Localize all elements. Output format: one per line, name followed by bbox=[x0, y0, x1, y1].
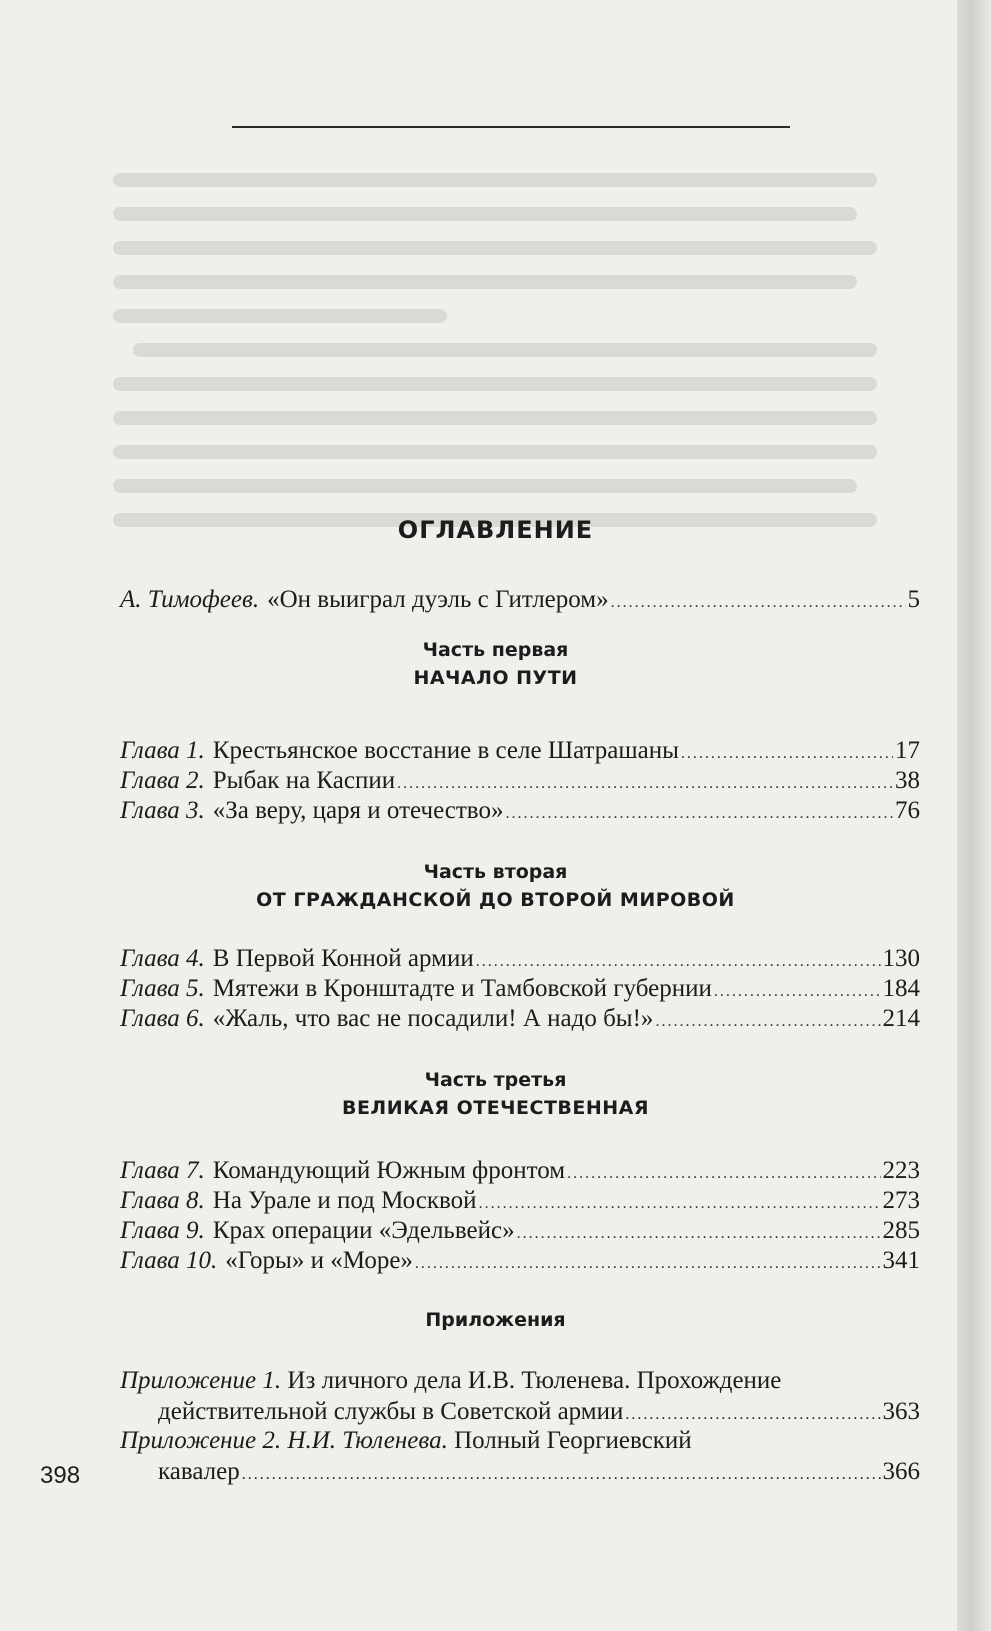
toc-entry-chapter-9[interactable] bbox=[120, 1215, 920, 1249]
chapter-label: Глава 10. bbox=[120, 1247, 218, 1274]
dot-leader bbox=[476, 943, 881, 977]
dot-leader bbox=[567, 1155, 880, 1189]
part-title: ОТ ГРАЖДАНСКОЙ ДО ВТОРОЙ МИРОВОЙ bbox=[256, 889, 735, 911]
dot-leader bbox=[505, 795, 893, 829]
dot-leader bbox=[611, 584, 906, 618]
toc-entry-chapter-8[interactable] bbox=[120, 1185, 920, 1219]
part-label: Часть первая bbox=[422, 639, 569, 661]
toc-entry-appendix-2[interactable] bbox=[120, 1425, 920, 1490]
chapter-page: 341 bbox=[882, 1247, 920, 1274]
appendix-title-line2: действительной службы в Советской армии bbox=[158, 1398, 624, 1425]
chapter-page: 273 bbox=[882, 1187, 920, 1214]
chapter-title: На Урале и под Москвой bbox=[212, 1187, 477, 1214]
part-heading-2 bbox=[0, 858, 991, 914]
dot-leader bbox=[479, 1185, 881, 1219]
chapter-label: Глава 2. bbox=[120, 767, 205, 794]
chapter-title: «Жаль, что вас не посадили! А надо бы!» bbox=[212, 1005, 654, 1032]
appendix-title-line2: кавалер bbox=[158, 1458, 240, 1485]
toc-entry-chapter-6[interactable] bbox=[120, 1003, 920, 1037]
chapter-title: Командующий Южным фронтом bbox=[212, 1157, 566, 1184]
chapter-label: Глава 8. bbox=[120, 1187, 205, 1214]
chapter-page: 214 bbox=[882, 1005, 920, 1032]
chapter-title: Рыбак на Каспии bbox=[212, 767, 396, 794]
dot-leader bbox=[517, 1215, 881, 1249]
chapter-title: Крах операции «Эдельвейс» bbox=[212, 1217, 515, 1244]
part-heading-1 bbox=[0, 636, 991, 692]
toc-entry-appendix-1[interactable] bbox=[120, 1365, 920, 1430]
toc-entry-chapter-3[interactable] bbox=[120, 795, 920, 829]
header-rule bbox=[232, 126, 790, 128]
dot-leader bbox=[655, 1003, 880, 1037]
chapter-page: 76 bbox=[895, 797, 920, 824]
chapter-label: Глава 5. bbox=[120, 975, 205, 1002]
dot-leader bbox=[415, 1245, 881, 1279]
appendix-label: Приложение 2. Н.И. Тюленева. bbox=[120, 1427, 448, 1454]
chapter-page: 184 bbox=[882, 975, 920, 1002]
chapter-page: 223 bbox=[882, 1157, 920, 1184]
chapter-label: Глава 1. bbox=[120, 737, 205, 764]
appendix-page: 363 bbox=[882, 1398, 920, 1425]
dot-leader bbox=[397, 765, 893, 799]
part-label: Часть вторая bbox=[423, 861, 568, 883]
appendix-title-line1: Из личного дела И.В. Тюленева. Прохождение bbox=[287, 1367, 782, 1394]
appendix-page: 366 bbox=[882, 1458, 920, 1485]
toc-entry-chapter-10[interactable] bbox=[120, 1245, 920, 1279]
chapter-page: 285 bbox=[882, 1217, 920, 1244]
appendix-label: Приложение 1. bbox=[120, 1367, 282, 1394]
chapter-label: Глава 9. bbox=[120, 1217, 205, 1244]
chapter-title: «За веру, царя и отечество» bbox=[212, 797, 504, 824]
toc-entry-intro[interactable] bbox=[120, 584, 920, 618]
chapter-title: «Горы» и «Море» bbox=[225, 1247, 413, 1274]
dot-leader bbox=[242, 1456, 881, 1490]
part-title: ВЕЛИКАЯ ОТЕЧЕСТВЕННАЯ bbox=[341, 1097, 650, 1119]
dot-leader bbox=[681, 735, 893, 769]
chapter-label: Глава 6. bbox=[120, 1005, 205, 1032]
appendix-heading bbox=[0, 1306, 991, 1334]
entry-page: 5 bbox=[907, 586, 920, 613]
entry-author: А. Тимофеев. bbox=[120, 586, 260, 613]
appendix-heading-label: Приложения bbox=[425, 1309, 566, 1331]
toc-entry-chapter-7[interactable] bbox=[120, 1155, 920, 1189]
chapter-page: 38 bbox=[895, 767, 920, 794]
part-heading-3 bbox=[0, 1066, 991, 1122]
chapter-page: 17 bbox=[895, 737, 920, 764]
part-title: НАЧАЛО ПУТИ bbox=[413, 667, 578, 689]
chapter-title: В Первой Конной армии bbox=[212, 945, 474, 972]
part-label: Часть третья bbox=[424, 1069, 567, 1091]
page-number: 398 bbox=[40, 1462, 81, 1489]
toc-entry-chapter-2[interactable] bbox=[120, 765, 920, 799]
dot-leader bbox=[714, 973, 881, 1007]
toc-title: ОГЛАВЛЕНИЕ bbox=[397, 516, 594, 544]
toc-entry-chapter-1[interactable] bbox=[120, 735, 920, 769]
chapter-label: Глава 3. bbox=[120, 797, 205, 824]
chapter-page: 130 bbox=[882, 945, 920, 972]
chapter-title: Мятежи в Кронштадте и Тамбовской губернии bbox=[212, 975, 712, 1002]
entry-title: «Он выиграл дуэль с Гитлером» bbox=[267, 586, 609, 613]
toc-entry-chapter-5[interactable] bbox=[120, 973, 920, 1007]
chapter-label: Глава 4. bbox=[120, 945, 205, 972]
appendix-title-line1: Полный Георгиевский bbox=[454, 1427, 692, 1454]
chapter-label: Глава 7. bbox=[120, 1157, 205, 1184]
toc-entry-chapter-4[interactable] bbox=[120, 943, 920, 977]
chapter-title: Крестьянское восстание в селе Шатрашаны bbox=[212, 737, 679, 764]
page-edge-shadow bbox=[957, 0, 991, 1631]
